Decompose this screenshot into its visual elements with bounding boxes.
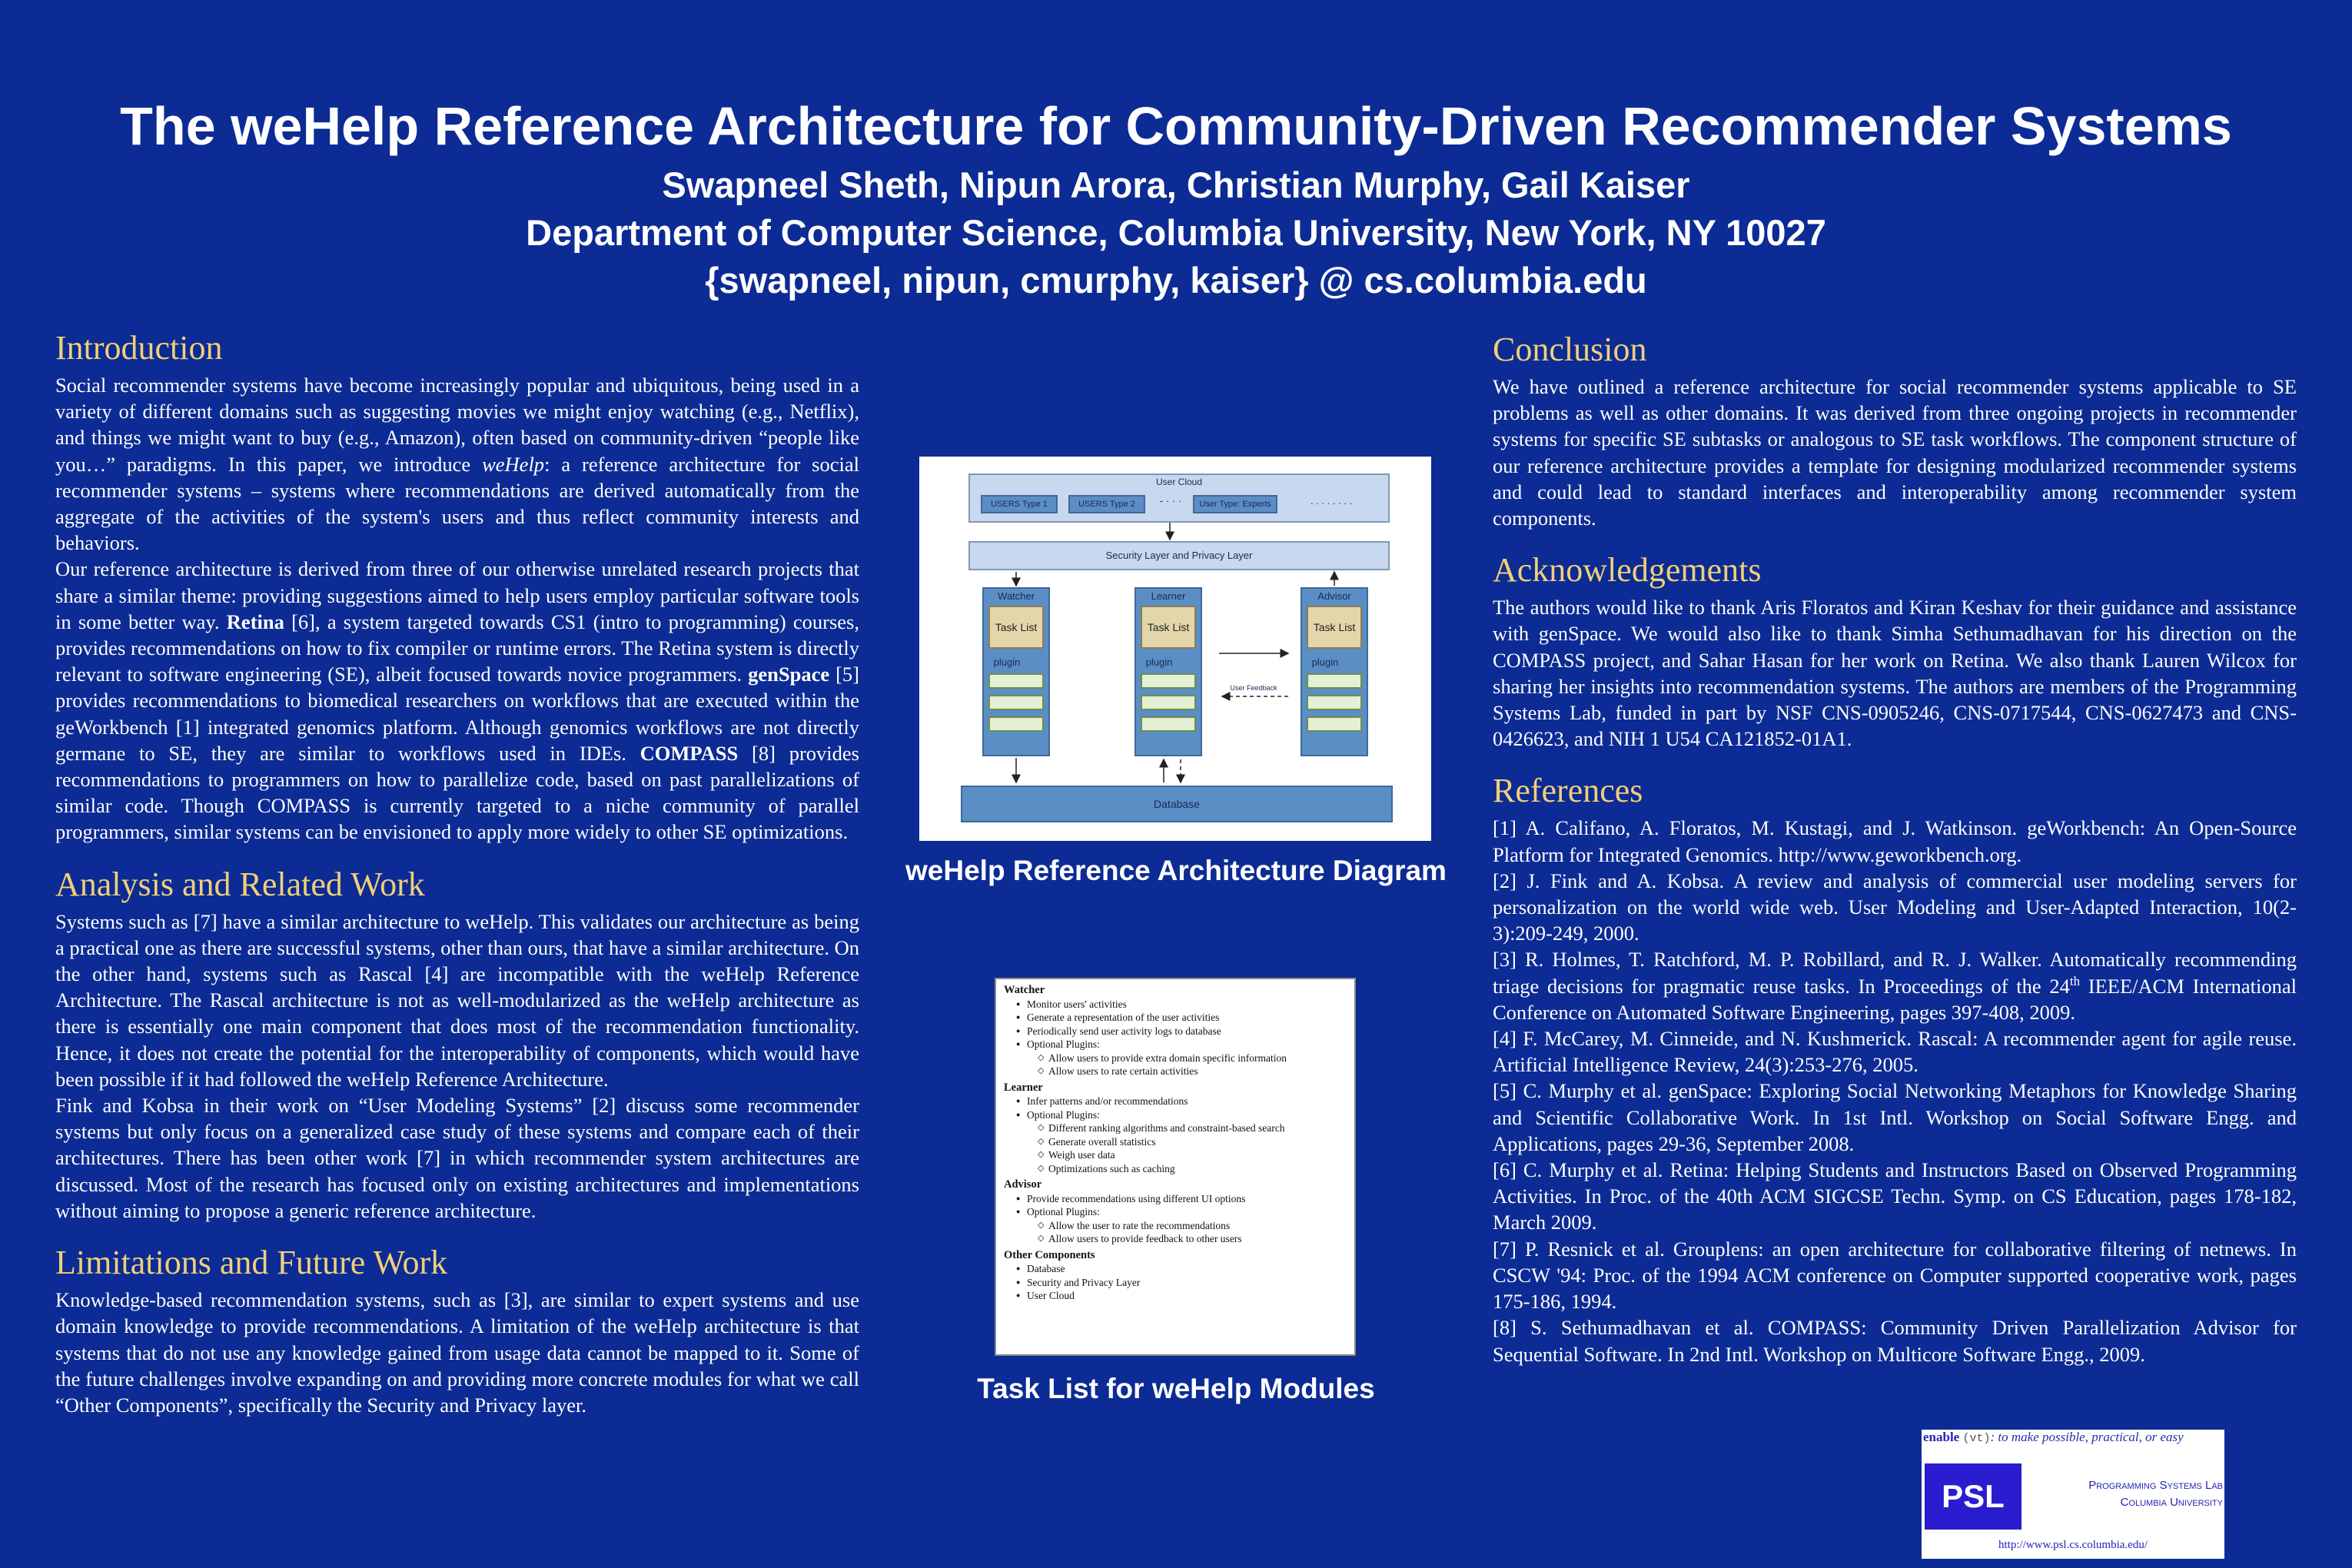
users-type-experts: User Type: Experts [1193, 495, 1277, 513]
learner-task-list: Task List [1141, 606, 1196, 649]
task-list-caption: Task List for weHelp Modules [977, 1373, 1375, 1404]
acknowledgements-heading: Acknowledgements [1493, 551, 1762, 590]
tl-item: ● Infer patterns and/or recommendations [1004, 1095, 1347, 1108]
tl-advisor-heading: Advisor [1004, 1178, 1042, 1191]
tl-other-heading: Other Components [1004, 1248, 1095, 1261]
conclusion-paragraph: We have outlined a reference architecture for social recommender systems applicable to SE problems as well as other domains. It was derived from three ongoing projects in recommender systems for specific SE subtasks or analogous to SE task workflows. The component structure of our reference architecture provides a template for designing modularized recommender systems and could lead to standard interfaces and interoperability among recommender system components. [1493, 375, 2297, 530]
poster-affiliation: Department of Computer Science, Columbia University, New York, NY 10027 [526, 212, 1826, 253]
tl-item: ● Optional Plugins: [1004, 1038, 1347, 1051]
diagram-arrows [919, 457, 1431, 841]
tl-subitem: ◇ Weigh user data [1004, 1148, 1347, 1162]
limitations-section [55, 1244, 859, 1418]
tl-watcher-heading: Watcher [1004, 984, 1045, 996]
right-column [1493, 331, 2297, 1387]
psl-url: http://www.psl.cs.columbia.edu/ [1998, 1539, 2148, 1551]
reference-item: [3] R. Holmes, T. Ratchford, M. P. Robillard, and R. J. Walker. Automatically recommending triage decisions for pragmatic reuse tasks. In Proceedings of the 24th IEEE/ACM International Conference on Automated Software Engineering, pages 397-408, 2009. [1493, 948, 2297, 1024]
reference-item: [7] P. Resnick et al. Grouplens: an open architecture for collaborative filtering of netnews. In CSCW '94: Proc. of the 1994 ACM conference on Computer supported cooperative work, pages 175-186, 1994. [1493, 1237, 2297, 1314]
conclusion-section [1493, 331, 2297, 531]
reference-item: [8] S. Sethumadhavan et al. COMPASS: Community Driven Parallelization Advisor for Sequential Software. In 2nd Intl. Workshop on Multicore Software Engg., 2009. [1493, 1316, 2297, 1366]
tl-item: ● Security and Privacy Layer [1004, 1276, 1347, 1290]
poster-authors: Swapneel Sheth, Nipun Arora, Christian Murphy, Gail Kaiser [662, 164, 1690, 205]
learner-label: Learner [1151, 590, 1186, 602]
introduction-paragraph-1: Social recommender systems have become increasingly popular and ubiquitous, being used in a variety of different domains such as suggesting movies we might enjoy watching (e.g., Netflix), and things we might want to buy (e.g., Amazon), often based on community-driven “people like you…” paradigms. In this paper, we introduce weHelp: a reference architecture for social recommender systems – systems where recommendations are derived automatically from the aggregate of the activities of the system's users and thus reflect community interests and behaviors. [55, 374, 859, 555]
tl-item: ● Database [1004, 1262, 1347, 1276]
tl-subitem: ◇ Allow the user to rate the recommendations [1004, 1219, 1347, 1233]
architecture-diagram-caption: weHelp Reference Architecture Diagram [905, 855, 1447, 886]
tl-item: ● Generate a representation of the user activities [1004, 1011, 1347, 1025]
psl-logo [1922, 1430, 2224, 1559]
conclusion-heading: Conclusion [1493, 331, 1647, 368]
references-section [1493, 772, 2297, 1367]
users-type-1: USERS Type 1 [981, 495, 1058, 513]
tl-subitem: ◇ Generate overall statistics [1004, 1135, 1347, 1149]
analysis-section [55, 865, 859, 1224]
reference-item: [6] C. Murphy et al. Retina: Helping Students and Instructors Based on Observed Programming Activities. In Proc. of the 40th ACM SIGCSE Techn. Symp. on CS Education, pages 178-182, March 2009. [1493, 1158, 2297, 1234]
tl-item: ● Provide recommendations using different UI options [1004, 1192, 1347, 1206]
task-list-figure [995, 978, 1356, 1356]
watcher-plugin-label: plugin [993, 656, 1021, 668]
tl-learner-heading: Learner [1004, 1081, 1043, 1094]
acknowledgements-paragraph: The authors would like to thank Aris Floratos and Kiran Keshav for their guidance and assistance with genSpace. We would also like to thank Simha Sethumadhavan for his direction on the COMPASS project, and Sahar Hasan for her work on Retina. We also thank Lauren Wilcox for sharing her insights into recommendation systems. The authors are members of the Programming Systems Lab, funded in part by NSF CNS-0905246, CNS-0717544, CNS-0627473 and CNS-0426623, and NIH 1 U54 CA121852-01A1. [1493, 596, 2297, 751]
reference-item: [2] J. Fink and A. Kobsa. A review and analysis of commercial user modeling servers for personalization on the world wide web. User Modeling and User-Adapted Interaction, 10(2-3):209-249, 2000. [1493, 869, 2297, 945]
tl-item: ● Periodically send user activity logs to database [1004, 1025, 1347, 1038]
tl-item: ● Optional Plugins: [1004, 1108, 1347, 1122]
tl-item: ● Monitor users' activities [1004, 998, 1347, 1012]
reference-item: [4] F. McCarey, M. Cinneide, and N. Kushmerick. Rascal: A recommender agent for agile reuse. Artificial Intelligence Review, 24(3):253-276, 2005. [1493, 1027, 2297, 1077]
users-type-2: USERS Type 2 [1068, 495, 1145, 513]
tl-item: ● Optional Plugins: [1004, 1205, 1347, 1219]
tl-subitem: ◇ Optimizations such as caching [1004, 1162, 1347, 1176]
reference-item: [5] C. Murphy et al. genSpace: Exploring Social Networking Metaphors for Knowledge Sharing and Scientific Collaborative Work. In 1st Intl. Workshop on Social Software Engg. and Applications, pages 29-36, September 2008. [1493, 1079, 2297, 1155]
advisor-label: Advisor [1317, 590, 1351, 602]
tl-subitem: ◇ Allow users to rate certain activities [1004, 1065, 1347, 1078]
users-ellipsis-1: - · · · [1159, 495, 1182, 507]
poster-email: {swapneel, nipun, cmurphy, kaiser} @ cs.columbia.edu [705, 260, 1647, 301]
user-feedback-label: User Feedback [1230, 684, 1277, 692]
left-column [55, 329, 859, 1438]
tl-subitem: ◇ Different ranking algorithms and constraint-based search [1004, 1121, 1347, 1135]
poster-header [0, 91, 2352, 304]
learner-plugin-label: plugin [1145, 656, 1173, 668]
watcher-label: Watcher [998, 590, 1035, 602]
security-layer-label: Security Layer and Privacy Layer [1105, 550, 1253, 561]
introduction-heading: Introduction [55, 329, 223, 367]
limitations-heading: Limitations and Future Work [55, 1244, 448, 1282]
architecture-diagram [919, 457, 1431, 841]
analysis-paragraph-1: Systems such as [7] have a similar architecture to weHelp. This validates our architecture as being a practical one as there are successful systems, other than ours, that have a similar architecture. On the other hand, systems such as Rascal [4] are incompatible with the weHelp Reference Architecture. The Rascal architecture is not as well-modularized as the weHelp architecture as there is essentially one main component that does most of the recommendation functionality. Hence, it does not create the potential for the interoperability of components, which would have been possible if it had followed the weHelp Reference Architecture. [55, 909, 859, 1091]
tl-item: ● User Cloud [1004, 1289, 1347, 1303]
watcher-task-list: Task List [988, 606, 1044, 649]
poster-title: The weHelp Reference Architecture for Community-Driven Recommender Systems [120, 96, 2232, 156]
tl-subitem: ◇ Allow users to provide feedback to other users [1004, 1232, 1347, 1246]
users-ellipsis-2: . . . . . . . . [1310, 495, 1353, 507]
limitations-paragraph: Knowledge-based recommendation systems, such as [3], are similar to expert systems and use domain knowledge to provide recommendations. A limitation of the weHelp architecture is that systems that do not use any knowledge gained from usage data cannot be mapped to it. Some of the future challenges involve expanding on and providing more concrete modules for what we call “Other Components”, specifically the Security and Privacy layer. [55, 1288, 859, 1417]
psl-lab-name: Programming Systems Lab Columbia University [2088, 1479, 2223, 1509]
analysis-heading: Analysis and Related Work [55, 865, 425, 903]
acknowledgements-section [1493, 551, 2297, 752]
reference-item: [1] A. Califano, A. Floratos, M. Kustagi, and J. Watkinson. geWorkbench: An Open-Source Platform for Integrated Genomics. http://www.geworkbench.org. [1493, 816, 2297, 866]
database-box [961, 786, 1393, 822]
logo-tagline: enable (vt): to make possible, practical, or easy [1923, 1430, 2184, 1445]
introduction-paragraph-2: Our reference architecture is derived from three of our otherwise unrelated research projects that share a similar theme: providing suggestions aimed to help users employ particular software tools in some better way. Retina [6], a system targeted towards CS1 (intro to programming) courses, provides recommendations on how to fix compiler or runtime errors. The Retina system is directly relevant to software engineering (SE), albeit focused towards novice programmers. genSpace [5] provides recommendations to biomedical researchers on workflows that are executed within the geWorkbench [1] integrated genomics platform. Although genomics workflows are not directly germane to SE, they are similar to workflows used in IDEs. COMPASS [8] provides recommendations to programmers on how to parallelize code, based on past parallelizations of similar code. Though COMPASS is currently targeted to a niche community of parallel programmers, similar systems can be envisioned to apply more widely to other SE optimizations. [55, 557, 859, 844]
advisor-task-list: Task List [1307, 606, 1362, 649]
analysis-paragraph-2: Fink and Kobsa in their work on “User Modeling Systems” [2] discuss some recommender systems but only focus on a generalized case study of these systems and compare each of their architectures. There has been other work [7] in which recommender system architectures are discussed. Most of the research has focused only on existing architectures and implementations without aiming to propose a generic reference architecture. [55, 1094, 859, 1222]
tl-subitem: ◇ Allow users to provide extra domain specific information [1004, 1051, 1347, 1065]
psl-badge: PSL [1925, 1463, 2021, 1530]
advisor-plugin-label: plugin [1311, 656, 1339, 668]
introduction-section [55, 329, 859, 845]
user-cloud-label: User Cloud [1155, 477, 1203, 487]
database-label: Database [1154, 798, 1200, 810]
references-heading: References [1493, 772, 1643, 810]
